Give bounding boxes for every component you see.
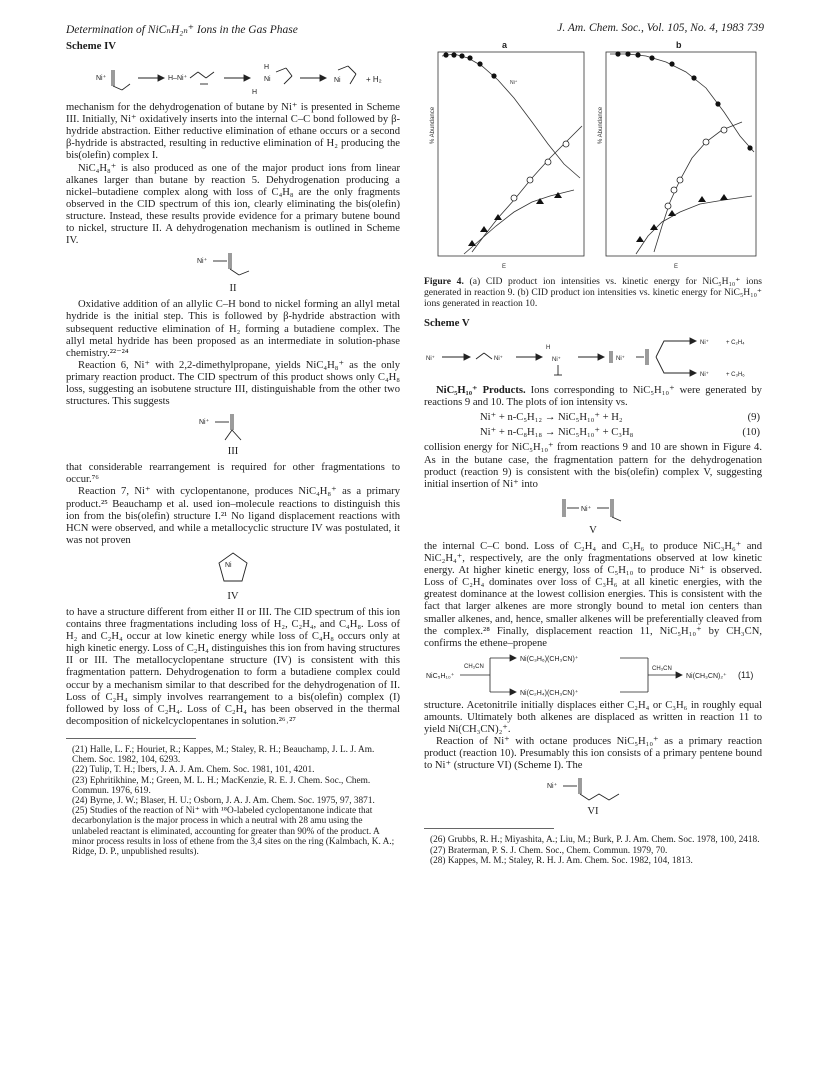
equation-11-reactant: NiC₅H₁₀⁺ bbox=[426, 672, 455, 680]
paragraph-acetonitrile: structure. Acetonitrile initially displaces either C₂H₄ or C₃H₆ in roughly equal amounts. Ultimately both alkenes are displaced as written in reaction 11 to yield Ni(CH₃CN)₂⁺. bbox=[424, 699, 762, 735]
panel-b-xlabel: E bbox=[674, 264, 679, 270]
panel-a-xlabel: E bbox=[502, 264, 507, 270]
scheme-v-label-9: + C₃H₆ bbox=[726, 372, 745, 379]
equation-11-number: (11) bbox=[738, 669, 754, 680]
scheme-iv-label-6: Ni bbox=[334, 77, 341, 85]
left-column bbox=[66, 40, 400, 857]
footnote-21: (21) Halle, L. F.; Houriet, R.; Kappes, M.; Staley, R. H.; Beauchamp, J. L. J. Am. Chem. Soc. 1982, 104, 6293. bbox=[72, 744, 375, 766]
paragraph-cid-spectrum: to have a structure different from either II or III. The CID spectrum of this ion contains three fragmentations including loss of H₂, C₂H₄, and C₄H₈. Loss of H₂ and C₂H₄ occur at low kinetic energy while loss of C₄H₈ occurs only at high kinetic energy. Loss of C₂H₄ distinguishes this ion from having structures II or III. The metallocyclopentane structure (IV) is consistent with this fragmentation pattern. Dehydrogenation to form a butadiene complex could occur by a mechanism similar to that described for the dehydrogenation of II. Loss of C₂H₄ simply involves rearrangement to a bis(olefin) complex (I) followed by loss of C₂H₄. Loss of C₂H₄ has been observed in the thermal decomposition of nickelcyclopentanes in solution.²⁶˒²⁷ bbox=[66, 607, 400, 727]
scheme-iv-label-1: Ni⁺ bbox=[96, 75, 107, 83]
structure-vi-number: VI bbox=[587, 806, 599, 818]
scheme-v-label-5: Ni⁺ bbox=[616, 356, 625, 363]
running-header-journal: J. Am. Chem. Soc., Vol. 105, No. 4, 1983 739 bbox=[557, 22, 764, 34]
equation-9-number: (9) bbox=[747, 412, 760, 424]
figure-4-caption-label: Figure 4. bbox=[424, 276, 464, 287]
footnote-27: (27) Braterman, P. S. J. Chem. Soc., Chem. Commun. 1979, 70. bbox=[430, 845, 668, 856]
scheme-v-label-4: Ni⁺ bbox=[552, 357, 561, 364]
structure-ii bbox=[173, 249, 293, 281]
paragraph-allylic-oxidative-addition: Oxidative addition of an allylic C–H bond to nickel forming an allyl metal hydride is the initial step. This is followed by β-hydride abstraction with subsequent reductive elimination of H₂ forming a butadiene complex. The allyl metal hydride has been proposed as an intermediate in solution-phase chemistry.²²⁻²⁴ bbox=[66, 299, 400, 359]
scheme-iv-label-3: H bbox=[264, 64, 270, 72]
equation-9-text: Ni⁺ + n-C₅H₁₂ → NiC₅H₁₀⁺ + H₂ bbox=[480, 412, 623, 424]
structure-iii-number: III bbox=[227, 446, 239, 458]
scheme-iv-diagram bbox=[66, 56, 400, 100]
panel-b-markers-parent bbox=[615, 51, 752, 150]
scheme-iv-label-2: H–Ni⁺ bbox=[168, 75, 188, 83]
structure-vi-label: Ni⁺ bbox=[547, 783, 558, 791]
scheme-v-label-3: H bbox=[546, 345, 551, 352]
structure-v-number: V bbox=[589, 524, 597, 536]
scheme-iv-title: Scheme IV bbox=[66, 40, 117, 52]
structure-iii-label: Ni⁺ bbox=[199, 419, 210, 427]
paragraph-nic5h10-products-text: Ions corresponding to NiC₅H₁₀⁺ were generated by reactions 9 and 10. The plots of ion intensity vs. bbox=[424, 385, 762, 409]
panel-b-curve-c2h4 bbox=[654, 122, 742, 252]
structure-v bbox=[533, 493, 653, 523]
footnote-22: (22) Tulip, T. H.; Ibers, J. A. J. Am. Chem. Soc. 1981, 101, 4201. bbox=[72, 765, 315, 776]
footnote-24: (24) Byrne, J. W.; Blaser, H. U.; Osborn, J. A. J. Am. Chem. Soc. 1975, 97, 3871. bbox=[72, 795, 375, 806]
structure-vi bbox=[533, 774, 653, 804]
panel-b-markers-c2h4 bbox=[665, 127, 727, 209]
scheme-iv-label-5: H bbox=[252, 89, 258, 97]
scheme-iv-label-7: + H₂ bbox=[366, 75, 382, 85]
equation-11-reagent-1: CH₃CN bbox=[464, 663, 484, 670]
paragraph-reaction-7: Reaction 7, Ni⁺ with cyclopentanone, produces NiC₄H₈⁺ as a primary product.²⁵ Beauchamp et al. used ion–molecule reactions to distinguish this ion from the bis(olefin) structure I.²¹ No ligand displacement reactions with HCN were observed, and while a metallocyclic structure IV was postulated, it was not proven bbox=[66, 486, 400, 546]
scheme-v-label-2: Ni⁺ bbox=[494, 356, 503, 363]
footnote-23: (23) Ephritikhine, M.; Green, M. L. H.; MacKenzie, R. E. J. Chem. Soc., Chem. Commun. 1976, 619. bbox=[72, 775, 371, 796]
panel-b-markers-c3h6 bbox=[636, 194, 728, 242]
footnote-28: (28) Kappes, M. M.; Staley, R. H. J. Am. Chem. Soc. 1982, 104, 1813. bbox=[430, 855, 693, 866]
running-header-title: Determination of NiCₙH₂ₙ⁺ Ions in the Gas Phase bbox=[66, 24, 298, 36]
structure-iv-label: Ni bbox=[225, 561, 232, 569]
figure-4-plots bbox=[424, 40, 762, 272]
footnote-rule-right bbox=[424, 828, 554, 829]
scheme-v-label-1: Ni⁺ bbox=[426, 356, 435, 363]
structure-iv-number: IV bbox=[227, 590, 239, 602]
heading-nic5h10-products: NiC₅H₁₀⁺ Products. bbox=[436, 385, 526, 397]
structure-iv bbox=[173, 549, 293, 589]
panel-a-series-label: Ni⁺ bbox=[510, 80, 518, 86]
footnote-26: (26) Grubbs, R. H.; Miyashita, A.; Liu, M.; Burk, P. J. Am. Chem. Soc. 1978, 100, 2418. bbox=[430, 835, 760, 846]
paragraph-rearrangement: that considerable rearrangement is required for other fragmentations to occur.⁷⁶ bbox=[66, 462, 400, 486]
equation-11-final-product: Ni(CH₃CN)₂⁺ bbox=[686, 672, 727, 680]
scheme-v-title: Scheme V bbox=[424, 317, 470, 329]
figure-4-caption-text: (a) CID product ion intensities vs. kinetic energy for NiC₅H₁₀⁺ ions generated in reaction 9. (b) CID product ion intensities vs. kinetic energy for NiC₅H₁₀⁺ ions generated in reaction 10. bbox=[424, 276, 762, 309]
footnote-25: (25) Studies of the reaction of Ni⁺ with ¹⁸O-labeled cyclopentanone indicate that decarbonylation is the major process in which a neutral with 28 amu using the unlabeled reactant is eliminated, accounting for greater than 90% of the product. A minor process results in loss of ethene from the 3,4 sites on the ring (Kalmbach, K. A.; Ridge, D. P., unpublished results). bbox=[72, 806, 395, 857]
panel-a-ylabel: % Abundance bbox=[430, 106, 436, 144]
panel-b-frame bbox=[606, 52, 756, 256]
equation-10 bbox=[424, 427, 762, 439]
paragraph-nic5h10-products bbox=[424, 385, 762, 409]
paragraph-internal-bond: the internal C–C bond. Loss of C₂H₄ and C₃H₆ to produce NiC₃H₆⁺ and NiC₂H₄⁺, respectively, are the only fragmentations observed at low kinetic energy. At higher kinetic energy, loss of C₅H₁₀ to produce Ni⁺ is observed. Loss of C₂H₄ dominates over loss of C₃H₆ at all kinetic energies, with the greatest dominance at the lowest collision energies. This is consistent with the fact that larger alkenes are more strongly bound to metal ion centers than smaller alkenes, and, hence, smaller alkenes will be preferentially cleaved from the complex.²⁸ Finally, displacement reaction 11, NiC₅H₁₀⁺ by CH₃CN, confirms the ethene–propene bbox=[424, 540, 762, 649]
structure-v-label: Ni⁺ bbox=[581, 505, 592, 513]
equation-9 bbox=[424, 412, 762, 424]
panel-a-curve-parent bbox=[442, 54, 580, 178]
equation-11 bbox=[424, 652, 762, 698]
panel-a-curve-c3h6 bbox=[464, 190, 574, 254]
right-column bbox=[424, 40, 762, 866]
equation-11-upper-product: Ni(C₃H₆)(CH₃CN)⁺ bbox=[520, 655, 579, 663]
paragraph-butane-mechanism: mechanism for the dehydrogenation of butane by Ni⁺ is presented in Scheme III. Initially, Ni⁺ oxidatively inserts into the internal C–C bond followed by β-hydride abstraction. Either reductive elimination of ethane occurs or a second β-hydride is abstracted, resulting in reductive elimination of H₂ producing the bis(olefin) complex I. bbox=[66, 102, 400, 162]
footnote-rule-left bbox=[66, 738, 196, 739]
scheme-v-label-6: Ni⁺ bbox=[700, 340, 709, 347]
panel-b-ylabel: % Abundance bbox=[598, 106, 604, 144]
equation-10-number: (10) bbox=[742, 427, 760, 439]
scheme-v-label-7: + C₂H₄ bbox=[726, 340, 745, 347]
equation-10-text: Ni⁺ + n-C₈H₁₈ → NiC₅H₁₀⁺ + C₃H₈ bbox=[480, 427, 634, 439]
panel-b-curve-parent bbox=[610, 54, 754, 152]
structure-iii bbox=[173, 410, 293, 444]
figure-4-caption bbox=[424, 276, 762, 309]
structure-ii-label: Ni⁺ bbox=[197, 258, 208, 266]
structure-ii-number: II bbox=[229, 283, 237, 295]
paragraph-reaction-6: Reaction 6, Ni⁺ with 2,2-dimethylpropane, yields NiC₄H₈⁺ as the only primary reaction product. The CID spectrum of this product shows only C₄H₈ loss, suggesting an isobutene structure III, distinguishable from the other two structures. This suggests bbox=[66, 359, 400, 408]
equation-11-reagent-2: CH₃CN bbox=[652, 665, 672, 672]
paragraph-collision-energy: collision energy for NiC₅H₁₀⁺ from reactions 9 and 10 are shown in Figure 4. As in the butane case, the fragmentation pattern for the dehydrogenation product (reaction 9) is consistent with the bis(olefin) complex V, suggesting initial insertion of Ni⁺ into bbox=[424, 442, 762, 490]
panel-a-markers-c2h4 bbox=[511, 141, 569, 201]
paragraph-octane: Reaction of Ni⁺ with octane produces NiC₅H₁₀⁺ as a primary reaction product (reaction 10). Presumably this ion consists of a primary pentene bound to Ni⁺ (structure VI) (Scheme I). The bbox=[424, 736, 762, 772]
paragraph-nic4h8-linear: NiC₄H₈⁺ is also produced as one of the major product ions from linear alkanes larger than butane by reaction 5. Dehydrogenation producing a nickel–butadiene complex along with loss of C₄H₈ are the only fragments observed in the CID spectrum of this ion, clearly eliminating the bis(olefin) structure. Instead, these results provide evidence for a primary butene bound to nickel, structure II. A dehydrogenation mechanism is outlined in Scheme IV. bbox=[66, 162, 400, 247]
panel-b-label: b bbox=[676, 40, 682, 50]
scheme-v-diagram bbox=[424, 333, 762, 383]
scheme-iv-label-4: Ni bbox=[264, 76, 271, 84]
equation-11-lower-product: Ni(C₂H₄)(CH₃CN)⁺ bbox=[520, 689, 579, 697]
panel-a-markers-parent bbox=[443, 52, 496, 78]
scheme-v-label-8: Ni⁺ bbox=[700, 372, 709, 379]
panel-a-label: a bbox=[502, 40, 508, 50]
